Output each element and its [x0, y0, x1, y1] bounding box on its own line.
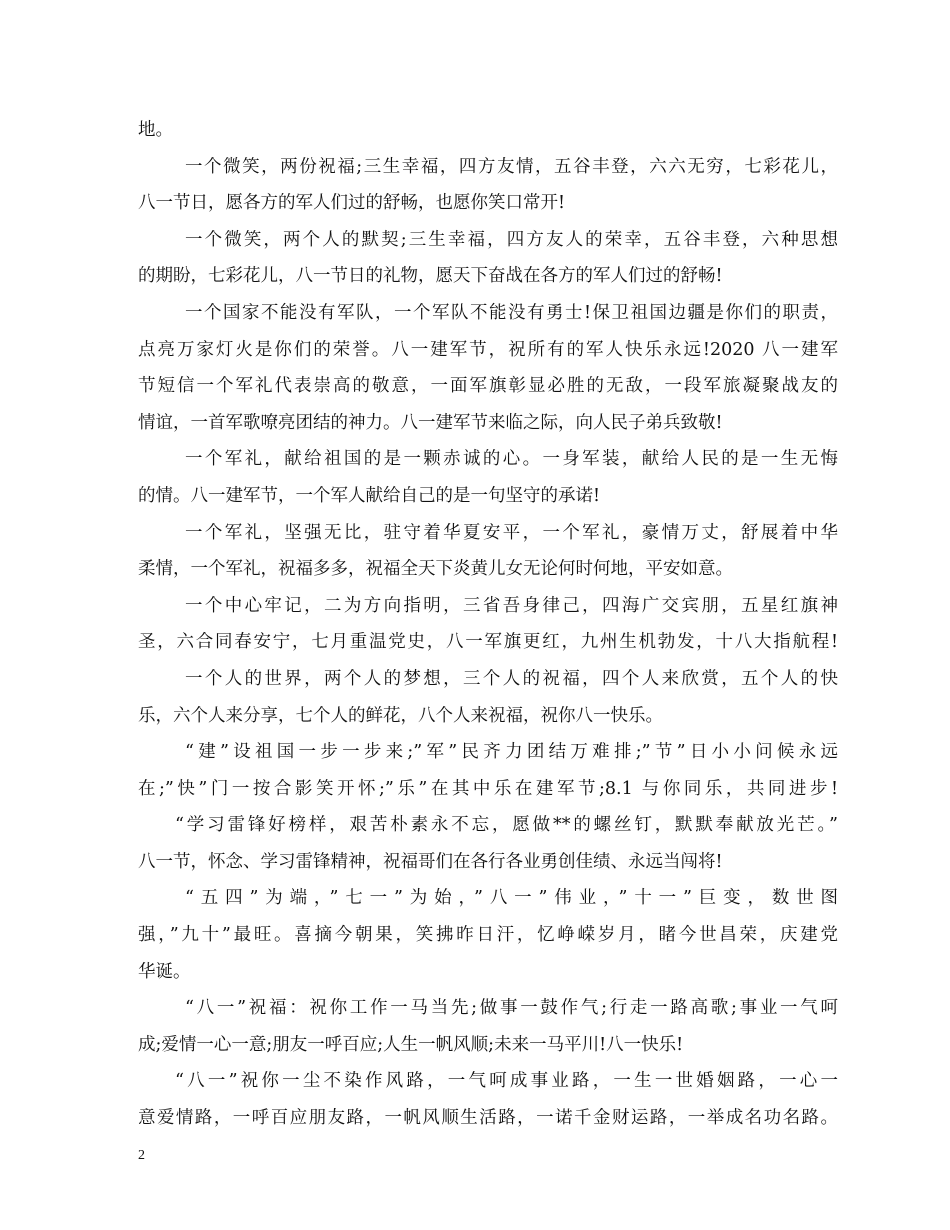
text-line: 意爱情路，一呼百应朋友路，一帆风顺生活路，一诺千金财运路，一举成名功名路。 — [138, 1108, 838, 1129]
text-line: 在;”快”门一按合影笑开怀;”乐”在其中乐在建军节;8.1 与你同乐，共同进步! — [138, 778, 838, 799]
text-line: 一个军礼，献给祖国的是一颗赤诚的心。一身军装，献给人民的是一生无悔 — [185, 449, 838, 470]
text-line: “学习雷锋好榜样，艰苦朴素永不忘，愿做**的螺丝钉，默默奉献放光芒。” — [175, 815, 838, 836]
text-line: 的期盼，七彩花儿，八一节日的礼物，愿天下奋战在各方的军人们过的舒畅! — [138, 266, 723, 287]
text-line: “五四”为端，”七一”为始，”八一”伟业，”十一”巨变，数世图 — [185, 888, 838, 909]
text-line: “八一”祝你一尘不染作风路，一气呵成事业路，一生一世婚姻路，一心一 — [175, 1071, 838, 1092]
text-line: 柔情，一个军礼，祝福多多，祝福全天下炎黄儿女无论何时何地，平安如意。 — [138, 559, 733, 580]
text-line: 一个微笑，两个人的默契;三生幸福，四方友人的荣幸，五谷丰登，六种思想 — [185, 229, 838, 250]
text-line: 一个微笑，两份祝福;三生幸福，四方友情，五谷丰登，六六无穷，七彩花儿， — [185, 156, 838, 177]
text-line: 情谊，一首军歌嘹亮团结的神力。八一建军节来临之际，向人民子弟兵致敬! — [138, 412, 723, 433]
text-line: 地。 — [138, 120, 173, 140]
body-text — [138, 112, 838, 1137]
text-line: 一个军礼，坚强无比，驻守着华夏安平，一个军礼，豪情万丈，舒展着中华 — [185, 522, 838, 543]
page-number: 2 — [138, 1148, 145, 1163]
text-line: 的情。八一建军节，一个军人献给自己的是一句坚守的承诺! — [138, 485, 601, 506]
text-line: 乐，六个人来分享，七个人的鲜花，八个人来祝福，祝你八一快乐。 — [138, 705, 663, 726]
text-line: 一个国家不能没有军队，一个军队不能没有勇士!保卫祖国边疆是你们的职责， — [185, 302, 838, 323]
text-line: 节短信一个军礼代表崇高的敬意，一面军旗彰显必胜的无敌，一段军旅凝聚战友的 — [138, 376, 838, 397]
text-line: “八一”祝福：祝你工作一马当先;做事一鼓作气;行走一路高歌;事业一气呵 — [185, 998, 838, 1019]
text-line: 点亮万家灯火是你们的荣誉。八一建军节，祝所有的军人快乐永远!2020 八一建军 — [138, 339, 838, 360]
text-line: 华诞。 — [138, 961, 191, 982]
text-line: 成;爱情一心一意;朋友一呼百应;人生一帆风顺;未来一马平川!八一快乐! — [138, 1034, 684, 1055]
text-line: 强，”九十”最旺。喜摘今朝果，笑拂昨日汗，忆峥嵘岁月，睹今世昌荣，庆建党 — [138, 925, 838, 946]
text-line: 圣，六合同春安宁，七月重温党史，八一军旗更红，九州生机勃发，十八大指航程! — [138, 632, 838, 653]
text-line: 八一节，怀念、学习雷锋精神，祝福哥们在各行各业勇创佳绩、永远当闯将! — [138, 851, 723, 872]
text-line: 一个人的世界，两个人的梦想，三个人的祝福，四个人来欣赏，五个人的快 — [185, 668, 838, 689]
text-line: “建”设祖国一步一步来;”军”民齐力团结万难排;”节”日小小问候永远 — [185, 742, 838, 763]
text-line: 八一节日，愿各方的军人们过的舒畅，也愿你笑口常开! — [138, 193, 566, 214]
text-line: 一个中心牢记，二为方向指明，三省吾身律己，四海广交宾朋，五星红旗神 — [185, 595, 838, 616]
